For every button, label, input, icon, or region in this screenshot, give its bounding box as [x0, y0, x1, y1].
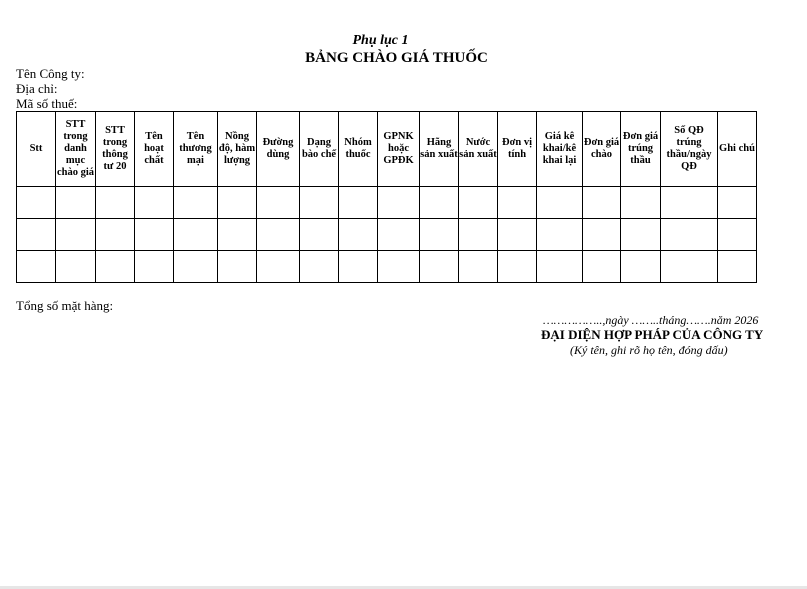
table-cell: [257, 251, 300, 283]
table-body: [17, 187, 757, 283]
table-cell: [420, 219, 459, 251]
table-cell: [498, 251, 537, 283]
column-header: Tên thương mại: [174, 112, 218, 187]
table-cell: [56, 219, 96, 251]
table-cell: [218, 251, 257, 283]
table-cell: [718, 187, 757, 219]
document-title: BẢNG CHÀO GIÁ THUỐC: [305, 50, 488, 66]
table-cell: [718, 251, 757, 283]
table-cell: [17, 251, 56, 283]
column-header: Nước sản xuất: [459, 112, 498, 187]
total-items-label: Tổng số mặt hàng:: [16, 298, 114, 313]
column-header: Hãng sản xuất: [420, 112, 459, 187]
column-header: Nồng độ, hàm lượng: [218, 112, 257, 187]
table-cell: [661, 187, 718, 219]
column-header: GPNK hoặc GPĐK: [378, 112, 420, 187]
price-quote-table: [16, 111, 757, 283]
company-address-label: Địa chỉ:: [16, 81, 58, 96]
table-row: [17, 187, 757, 219]
table-cell: [96, 219, 135, 251]
table-cell: [56, 187, 96, 219]
table-cell: [537, 219, 583, 251]
column-header: Dạng bào chế: [300, 112, 339, 187]
table-cell: [583, 219, 621, 251]
column-header: Stt: [17, 112, 56, 187]
table-cell: [96, 187, 135, 219]
column-header: Đơn giá chào: [583, 112, 621, 187]
column-header: Đơn giá trúng thầu: [621, 112, 661, 187]
table-cell: [300, 251, 339, 283]
table-cell: [583, 187, 621, 219]
table-cell: [135, 219, 174, 251]
table-cell: [339, 251, 378, 283]
column-header: Giá kê khai/kê khai lại: [537, 112, 583, 187]
table-cell: [621, 219, 661, 251]
table-cell: [218, 219, 257, 251]
table-cell: [135, 251, 174, 283]
column-header: Ghi chú: [718, 112, 757, 187]
column-header: Đơn vị tính: [498, 112, 537, 187]
table-cell: [135, 187, 174, 219]
column-header: Đường dùng: [257, 112, 300, 187]
signatory-title: ĐẠI DIỆN HỢP PHÁP CỦA CÔNG TY: [541, 327, 764, 342]
table-cell: [17, 219, 56, 251]
signatory-instructions: (Ký tên, ghi rõ họ tên, đóng dấu): [570, 343, 728, 357]
column-header: Nhóm thuốc: [339, 112, 378, 187]
table-cell: [339, 219, 378, 251]
table-cell: [378, 219, 420, 251]
table-cell: [420, 251, 459, 283]
table-cell: [96, 251, 135, 283]
table-cell: [300, 187, 339, 219]
column-header: Tên hoạt chất: [135, 112, 174, 187]
column-header: STT trong thông tư 20: [96, 112, 135, 187]
table-cell: [621, 251, 661, 283]
table-cell: [420, 187, 459, 219]
table-cell: [459, 251, 498, 283]
table-cell: [300, 219, 339, 251]
table-cell: [583, 251, 621, 283]
table-cell: [17, 187, 56, 219]
table-cell: [459, 219, 498, 251]
table-cell: [498, 219, 537, 251]
table-cell: [378, 251, 420, 283]
table-cell: [378, 187, 420, 219]
table-cell: [537, 187, 583, 219]
table-cell: [498, 187, 537, 219]
company-name-label: Tên Công ty:: [16, 66, 85, 81]
table-cell: [174, 219, 218, 251]
table-cell: [174, 251, 218, 283]
appendix-label: Phụ lục 1: [352, 33, 409, 48]
table-row: [17, 251, 757, 283]
table-cell: [718, 219, 757, 251]
column-header: STT trong danh mục chào giá: [56, 112, 96, 187]
table-row: [17, 219, 757, 251]
table-cell: [257, 219, 300, 251]
table-cell: [621, 187, 661, 219]
table-header-row: [17, 112, 757, 187]
table-cell: [257, 187, 300, 219]
table-cell: [174, 187, 218, 219]
tax-code-label: Mã số thuế:: [16, 96, 78, 111]
column-header: Số QĐ trúng thầu/ngày QĐ: [661, 112, 718, 187]
signature-date-line: ……………..,ngày ……..tháng…….năm 2026: [543, 313, 759, 327]
table-cell: [459, 187, 498, 219]
table-cell: [56, 251, 96, 283]
table-cell: [537, 251, 583, 283]
table-cell: [661, 219, 718, 251]
table-cell: [218, 187, 257, 219]
table-cell: [661, 251, 718, 283]
table-cell: [339, 187, 378, 219]
